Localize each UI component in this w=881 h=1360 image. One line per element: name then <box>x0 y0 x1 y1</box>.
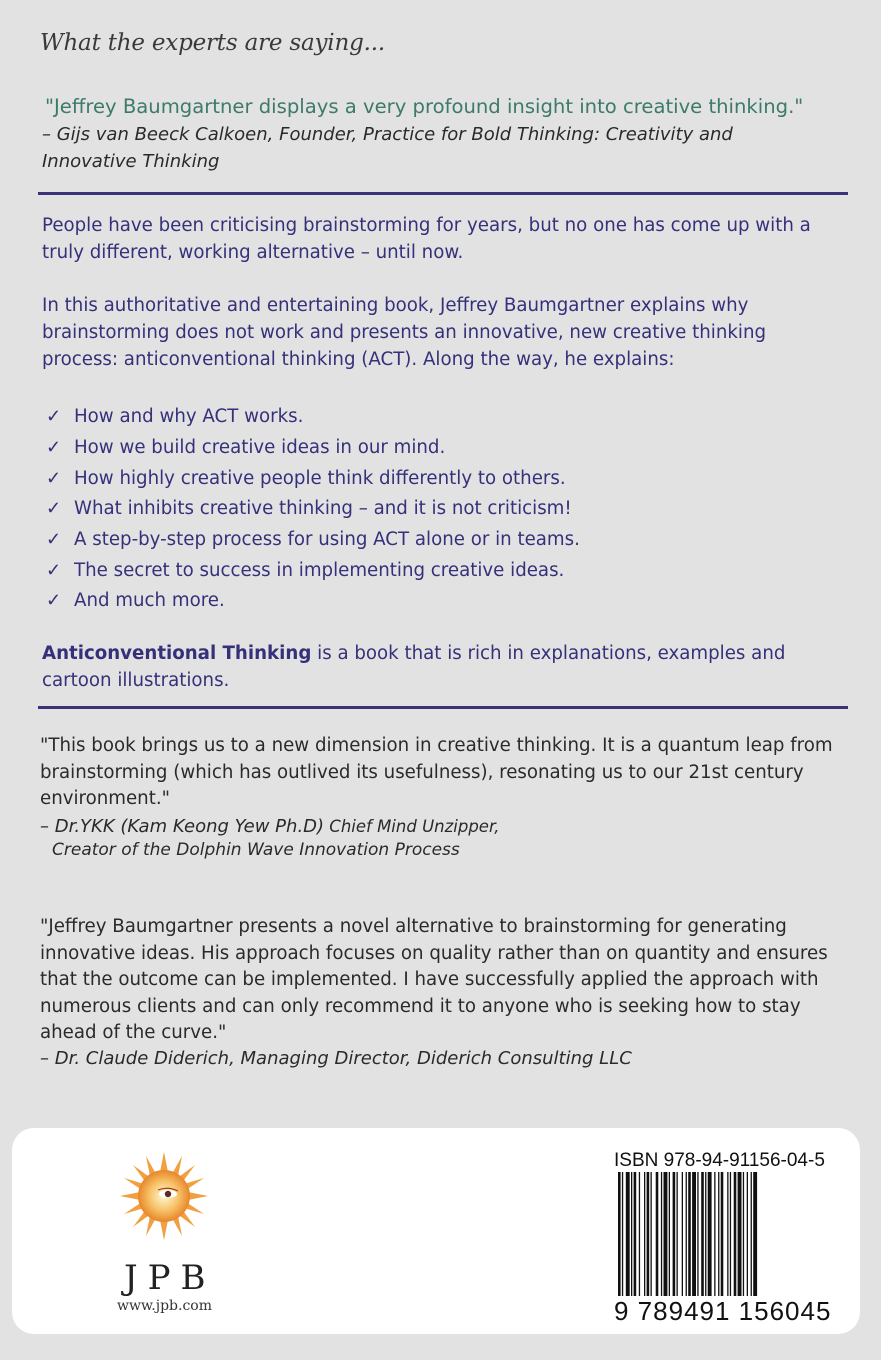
testimonial-attribution <box>40 814 499 840</box>
barcode-bar <box>618 1172 621 1300</box>
barcode-bar <box>644 1172 645 1300</box>
barcode-bar <box>747 1172 748 1300</box>
barcode-bar <box>664 1172 668 1300</box>
featured-quote: "Jeffrey Baumgartner displays a very profound insight into creative thinking." <box>45 95 804 118</box>
barcode-bar <box>730 1172 731 1300</box>
barcode-bar <box>753 1172 757 1300</box>
checkmark-icon: ✓ <box>46 467 62 489</box>
testimonial-quote: "This book brings us to a new dimension in creative thinking. It is a quantum leap from brainstorming (which has outlived its usefulness), resonating us to our 21st century environment." <box>40 735 833 809</box>
list-item-text: A step-by-step process for using ACT alone or in teams. <box>74 529 580 551</box>
testimonial-quote: "Jeffrey Baumgartner presents a novel alternative to brainstorming for generating innovative ideas. His approach focuses on quality rather than on quantity and ensures that the outcome can be implemented. I have successfully applied the approach with numerous clients and can only recommend it to anyone who is seeking how to stay ahead of the curve." <box>40 916 828 1043</box>
list-item <box>46 402 826 433</box>
testimonial-attribution: – Dr. Claude Diderich, Managing Director, Diderich Consulting LLC <box>40 1048 632 1069</box>
barcode-bar <box>647 1172 650 1300</box>
list-item-text: What inhibits creative thinking – and it is not criticism! <box>74 498 572 520</box>
barcode-bar <box>705 1172 706 1300</box>
description-paragraph: In this authoritative and entertaining book, Jeffrey Baumgartner explains why brainstorming does not work and presents an innovative, new creative thinking process: anticonventional thinking (ACT). Along the way, he explains: <box>42 295 767 370</box>
barcode-bar <box>743 1172 744 1300</box>
barcode-bar <box>639 1172 640 1300</box>
attribution-line: Innovative Thinking <box>42 151 220 172</box>
benefit-list <box>46 402 826 617</box>
barcode-image <box>614 1172 836 1304</box>
barcode-bar <box>708 1172 712 1300</box>
checkmark-icon: ✓ <box>46 498 62 520</box>
barcode-bar <box>688 1172 691 1300</box>
barcode-bar <box>721 1172 724 1300</box>
checkmark-icon: ✓ <box>46 559 62 581</box>
barcode-bar <box>622 1172 623 1300</box>
barcode-bar <box>692 1172 696 1300</box>
barcode-bar <box>686 1172 687 1300</box>
barcode-bar <box>701 1172 704 1300</box>
attribution-line: – Gijs van Beeck Calkoen, Founder, Practice for Bold Thinking: Creativity and <box>42 124 733 145</box>
list-item-text: And much more. <box>74 590 225 612</box>
list-item-text: How highly creative people think differently to others. <box>74 467 566 489</box>
barcode-bar <box>673 1172 676 1300</box>
checkmark-icon: ✓ <box>46 437 62 459</box>
barcode-bar <box>738 1172 742 1300</box>
attribution-title: Chief Mind Unzipper, <box>324 817 500 836</box>
attribution-name: – Dr.YKK (Kam Keong Yew Ph.D) <box>40 816 325 837</box>
featured-quote-attribution <box>42 121 762 175</box>
barcode-bar <box>734 1172 737 1300</box>
barcode-bar <box>669 1172 670 1300</box>
barcode-digits: 9 789491 156045 <box>614 1296 834 1327</box>
barcode-bar <box>727 1172 728 1300</box>
book-title: Anticonventional Thinking <box>42 643 312 664</box>
list-item <box>46 525 826 556</box>
list-item-text: How and why ACT works. <box>74 406 304 428</box>
barcode-bar <box>677 1172 678 1300</box>
intro-paragraph: People have been criticising brainstorming for years, but no one has come up with a truly different, working alternative – until now. <box>42 215 811 263</box>
barcode-bar <box>682 1172 683 1300</box>
attribution-subtitle: Creator of the Dolphin Wave Innovation Process <box>52 840 460 860</box>
section-heading: What the experts are saying... <box>40 30 385 56</box>
checkmark-icon: ✓ <box>46 529 62 551</box>
isbn-label: ISBN 978-94-91156-04-5 <box>614 1150 825 1171</box>
list-item <box>46 433 826 464</box>
barcode-bar <box>656 1172 659 1300</box>
list-item-text: The secret to success in implementing creative ideas. <box>74 559 565 581</box>
list-item-text: How we build creative ideas in our mind. <box>74 437 446 459</box>
publisher-name: JPB <box>124 1258 216 1298</box>
barcode-bar <box>651 1172 652 1300</box>
checkmark-icon: ✓ <box>46 406 62 428</box>
closing-paragraph <box>42 640 842 694</box>
sun-eye-icon <box>118 1150 210 1242</box>
barcode-bar <box>634 1172 637 1300</box>
list-item <box>46 463 826 494</box>
divider-middle <box>38 706 848 709</box>
barcode-bar <box>714 1172 715 1300</box>
list-item <box>46 494 826 525</box>
list-item <box>46 555 826 586</box>
barcode-bar <box>751 1172 752 1300</box>
checkmark-icon: ✓ <box>46 590 62 612</box>
barcode-bar <box>661 1172 662 1300</box>
closing-text: is a book that is rich in explanations, examples and cartoon illustrations. <box>42 643 786 691</box>
barcode-bar <box>697 1172 698 1300</box>
barcode-bar <box>626 1172 630 1300</box>
list-item <box>46 586 826 617</box>
barcode-bar <box>718 1172 719 1300</box>
divider-top <box>38 192 848 195</box>
publisher-url[interactable]: www.jpb.com <box>117 1298 212 1314</box>
barcode-bar <box>631 1172 632 1300</box>
